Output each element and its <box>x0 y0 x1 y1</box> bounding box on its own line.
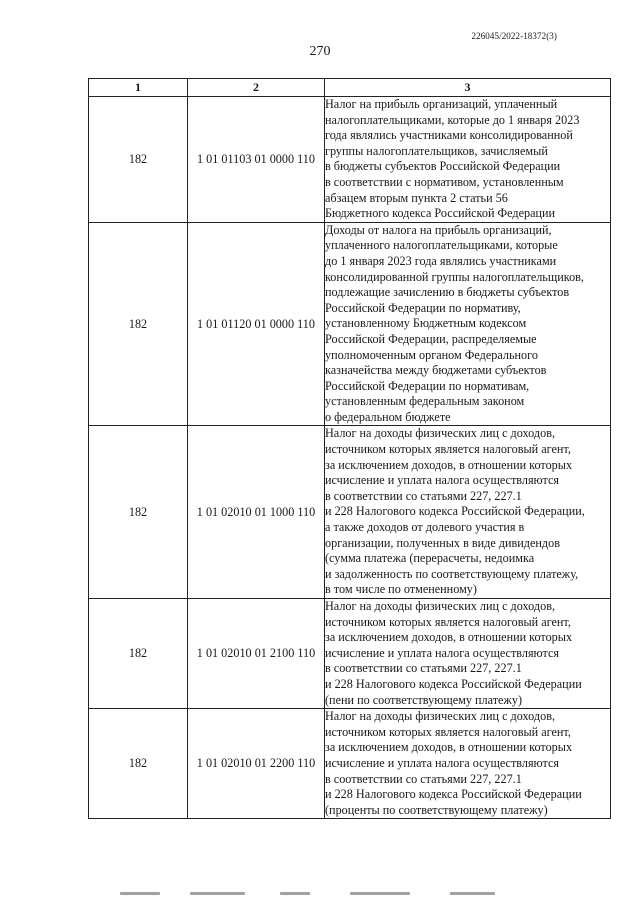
description-line: в соответствии с нормативом, установленным <box>325 174 564 189</box>
description-line: абзацем вторым пункта 2 статьи 56 <box>325 190 508 205</box>
description-line: в том числе по отмененному) <box>325 582 477 597</box>
description-cell <box>325 426 611 599</box>
description-line: уполномоченным органом Федерального <box>325 347 538 362</box>
description-line: о федеральном бюджете <box>325 409 451 424</box>
table-row <box>89 222 611 426</box>
page-number: 270 <box>309 44 331 59</box>
description-line: и 228 Налогового кодекса Российской Федерации <box>325 676 582 691</box>
budget-code-cell: 1 01 02010 01 1000 110 <box>188 426 325 599</box>
column-header-2: 2 <box>188 79 325 97</box>
description-line: Российской Федерации по нормативам, <box>325 378 530 393</box>
description-line: установленному Бюджетным кодексом <box>325 316 527 331</box>
table-row <box>89 426 611 599</box>
description-line: установленным федеральным законом <box>325 394 525 409</box>
budget-code-cell: 1 01 02010 01 2100 110 <box>188 599 325 709</box>
description-line: уплаченного налогоплательщиками, которые <box>325 238 558 253</box>
admin-code-cell: 182 <box>89 97 188 223</box>
description-line: (сумма платежа (перерасчеты, недоимка <box>325 551 535 566</box>
budget-code-cell: 1 01 02010 01 2200 110 <box>188 709 325 819</box>
description-line: в соответствии со статьями 227, 227.1 <box>325 661 522 676</box>
admin-code-cell: 182 <box>89 709 188 819</box>
admin-code-cell: 182 <box>89 599 188 709</box>
description-line: организации, полученных в виде дивидендов <box>325 535 560 550</box>
description-line: в соответствии со статьями 227, 227.1 <box>325 771 522 786</box>
description-line: Налог на прибыль организаций, уплаченный <box>325 97 558 111</box>
description-line: года являлись участниками консолидированной <box>325 128 573 143</box>
description-line: исчисление и уплата налога осуществляются <box>325 473 559 488</box>
description-line: подлежащие зачислению в бюджеты субъектов <box>325 285 570 300</box>
column-header-3: 3 <box>325 79 611 97</box>
table-row <box>89 599 611 709</box>
description-line: (пени по соответствующему платежу) <box>325 692 522 707</box>
description-line: казначейства между бюджетами субъектов <box>325 363 547 378</box>
admin-code-cell: 182 <box>89 222 188 426</box>
description-cell <box>325 97 611 223</box>
budget-code-cell: 1 01 01120 01 0000 110 <box>188 222 325 426</box>
description-line: группы налогоплательщиков, зачисляемый <box>325 143 548 158</box>
description-line: за исключением доходов, в отношении которых <box>325 740 573 755</box>
description-line: исчисление и уплата налога осуществляются <box>325 645 559 660</box>
description-line: (проценты по соответствующему платежу) <box>325 802 548 817</box>
description-line: налогоплательщиками, которые до 1 января 2023 <box>325 112 580 127</box>
description-line: Налог на доходы физических лиц с доходов, <box>325 426 555 441</box>
description-cell <box>325 599 611 709</box>
admin-code-cell: 182 <box>89 426 188 599</box>
description-line: Доходы от налога на прибыль организаций, <box>325 222 552 237</box>
description-line: Бюджетного кодекса Российской Федерации <box>325 206 556 221</box>
document-id: 226045/2022-18372(3) <box>471 31 557 41</box>
description-line: Российской Федерации, распределяемые <box>325 331 537 346</box>
column-header-1: 1 <box>89 79 188 97</box>
budget-code-cell: 1 01 01103 01 0000 110 <box>188 97 325 223</box>
description-line: и задолженность по соответствующему платежу, <box>325 566 579 581</box>
table-row <box>89 709 611 819</box>
description-line: и 228 Налогового кодекса Российской Федерации, <box>325 504 585 519</box>
description-line: Российской Федерации по нормативу, <box>325 300 521 315</box>
budget-classification-table <box>88 78 611 819</box>
description-line: исчисление и уплата налога осуществляются <box>325 755 559 770</box>
description-line: в бюджеты субъектов Российской Федерации <box>325 159 561 174</box>
table-row <box>89 97 611 223</box>
description-line: источником которых является налоговый агент, <box>325 442 571 457</box>
description-line: Налог на доходы физических лиц с доходов, <box>325 599 555 613</box>
description-line: источником которых является налоговый агент, <box>325 614 571 629</box>
description-line: в соответствии со статьями 227, 227.1 <box>325 488 522 503</box>
description-line: за исключением доходов, в отношении которых <box>325 630 573 645</box>
description-line: и 228 Налогового кодекса Российской Федерации <box>325 787 582 802</box>
scan-artifact <box>120 890 540 898</box>
description-cell <box>325 222 611 426</box>
description-line: а также доходов от долевого участия в <box>325 520 525 535</box>
description-line: за исключением доходов, в отношении которых <box>325 457 573 472</box>
description-line: источником которых является налоговый агент, <box>325 724 571 739</box>
description-line: Налог на доходы физических лиц с доходов, <box>325 709 555 724</box>
table-header-row <box>89 79 611 97</box>
description-cell <box>325 709 611 819</box>
description-line: консолидированной группы налогоплательщиков, <box>325 269 584 284</box>
description-line: до 1 января 2023 года являлись участниками <box>325 253 557 268</box>
